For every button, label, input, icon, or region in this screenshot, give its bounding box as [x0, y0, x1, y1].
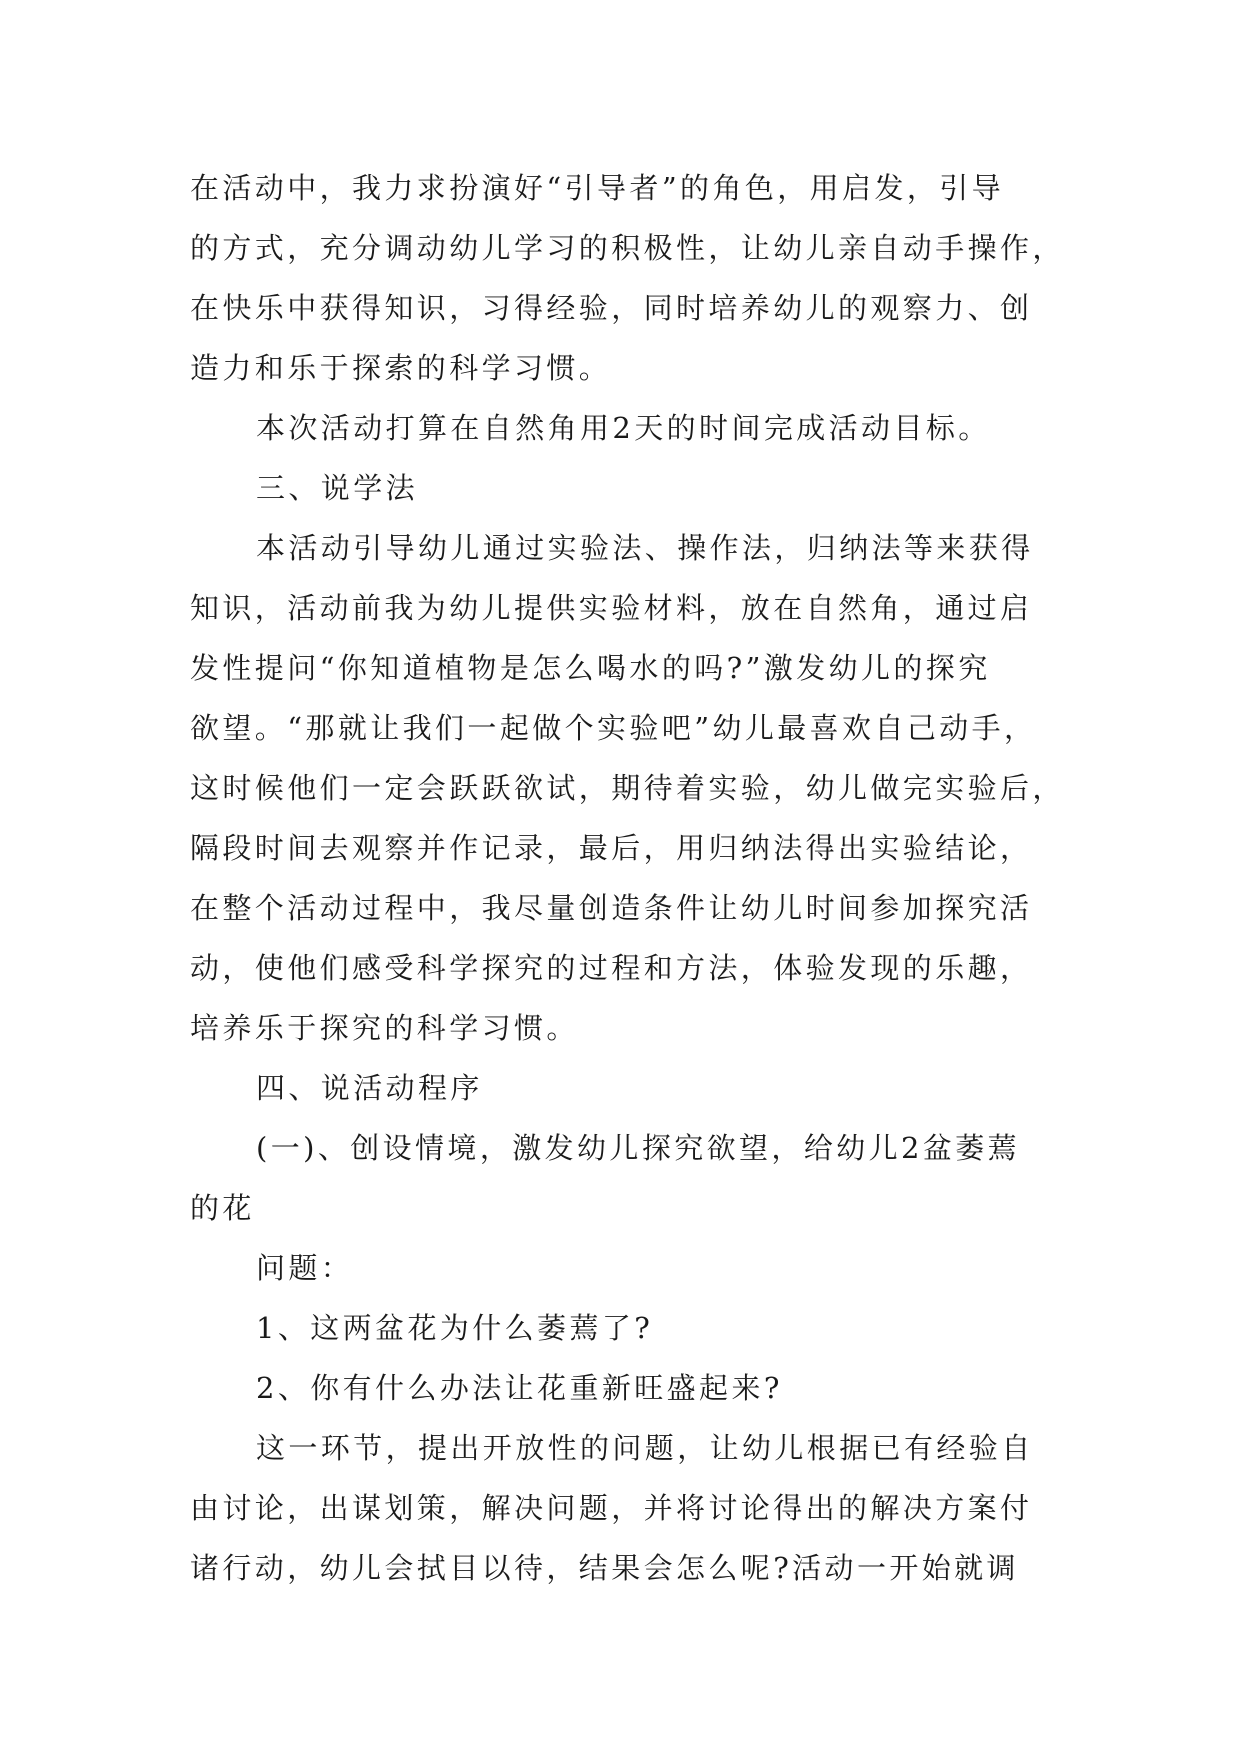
text-line: 知识，活动前我为幼儿提供实验材料，放在自然角，通过启: [190, 591, 1033, 625]
text-line: 在快乐中获得知识，习得经验，同时培养幼儿的观察力、创: [190, 291, 1033, 325]
text-line: 培养乐于探究的科学习惯。: [190, 1011, 579, 1045]
text-line: 发性提问“你知道植物是怎么喝水的吗?”激发幼儿的探究: [190, 651, 991, 685]
paragraph: [190, 518, 1065, 1058]
paragraph: [190, 1238, 1060, 1298]
paragraph: [190, 1418, 1060, 1598]
text-line: 本次活动打算在自然角用2天的时间完成活动目标。: [256, 411, 991, 445]
text-line: 由讨论，出谋划策，解决问题，并将讨论得出的解决方案付: [190, 1491, 1033, 1525]
section-heading: [190, 1058, 1060, 1118]
text-line: 动，使他们感受科学探究的过程和方法，体验发现的乐趣，: [190, 951, 1033, 985]
paragraph: [190, 398, 1060, 458]
paragraph: [190, 158, 1065, 398]
text-line: (一)、创设情境，激发幼儿探究欲望，给幼儿2盆萎蔫: [256, 1131, 1021, 1165]
text-line: 欲望。“那就让我们一起做个实验吧”幼儿最喜欢自己动手，: [190, 711, 1037, 745]
text-line: 的花: [190, 1191, 255, 1225]
list-item: [190, 1358, 1060, 1418]
document-body: [190, 158, 1065, 1598]
paragraph: [190, 1118, 1060, 1238]
text-line: 问题：: [256, 1251, 354, 1285]
section-heading: [190, 458, 1060, 518]
text-line: 1、这两盆花为什么萎蔫了?: [256, 1311, 654, 1345]
text-line: 在整个活动过程中，我尽量创造条件让幼儿时间参加探究活: [190, 891, 1033, 925]
text-line: 这一环节，提出开放性的问题，让幼儿根据已有经验自: [256, 1431, 1034, 1465]
text-line: 造力和乐于探索的科学习惯。: [190, 351, 612, 385]
text-line: 三、说学法: [256, 471, 419, 505]
text-line: 这时候他们一定会跃跃欲试，期待着实验，幼儿做完实验后，: [190, 771, 1065, 805]
text-line: 的方式，充分调动幼儿学习的积极性，让幼儿亲自动手操作，: [190, 231, 1065, 265]
text-line: 诸行动，幼儿会拭目以待，结果会怎么呢?活动一开始就调: [190, 1551, 1019, 1585]
list-item: [190, 1298, 1060, 1358]
text-line: 隔段时间去观察并作记录，最后，用归纳法得出实验结论，: [190, 831, 1033, 865]
text-line: 在活动中，我力求扮演好“引导者”的角色，用启发，引导: [190, 171, 1005, 205]
text-line: 四、说活动程序: [256, 1071, 483, 1105]
text-line: 本活动引导幼儿通过实验法、操作法，归纳法等来获得: [256, 531, 1034, 565]
text-line: 2、你有什么办法让花重新旺盛起来?: [256, 1371, 783, 1405]
